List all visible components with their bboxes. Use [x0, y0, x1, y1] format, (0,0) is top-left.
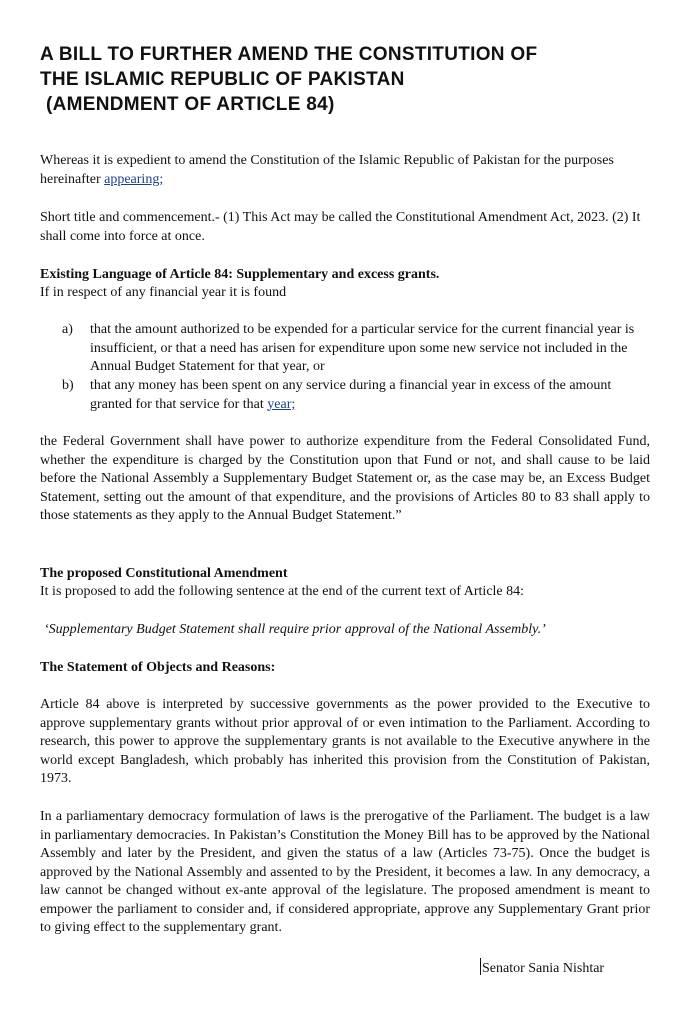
title-line-2: THE ISLAMIC REPUBLIC OF PAKISTAN [40, 69, 405, 90]
list-item-b-text: that any money has been spent on any service during a financial year in excess of the amount granted for that service for that [90, 378, 612, 412]
proposed-amendment-quote: ‘Supplementary Budget Statement shall require prior approval of the National Assembly.’ [44, 622, 546, 637]
proposed-amendment-intro: It is proposed to add the following sentence at the end of the current text of Article 84: [40, 584, 525, 599]
list-item-text [90, 377, 648, 414]
list-marker: a) [62, 322, 73, 337]
proposed-amendment-heading: The proposed Constitutional Amendment [40, 566, 288, 581]
preamble-link[interactable]: appearing; [104, 171, 164, 187]
short-title-paragraph: Short title and commencement.- (1) This Act may be called the Constitutional Amendment Act, 2023. (2) It shall come into force at once. [40, 210, 641, 244]
preamble-paragraph [40, 152, 650, 189]
title-line-3: (AMENDMENT OF ARTICLE 84) [46, 94, 335, 115]
signature-name: Senator Sania Nishtar [482, 961, 605, 976]
text-cursor [480, 958, 481, 975]
objects-reasons-paragraph-1: Article 84 above is interpreted by successive governments as the power provided to the Executive to approve supplementary grants without prior approval of or even intimation to the Parliament. According to research, this power to approve the supplementary grants is not available to the Executive anywhere in the world except Bangladesh, which probably has inherited this provision from the Constitution of Pakistan, 1973. [40, 697, 650, 786]
bill-title [40, 42, 660, 117]
title-line-1: A BILL TO FURTHER AMEND THE CONSTITUTION OF [40, 44, 538, 65]
existing-language-conclusion: the Federal Government shall have power to authorize expenditure from the Federal Consolidated Fund, whether the expenditure is charged by the Constitution upon that Fund or not, and shall cause to be laid before the National Assembly a Supplementary Budget Statement or, as the case may be, an Excess Budget Statement, setting out the amount of that expenditure, and the provisions of Articles 80 to 83 shall apply to those statements as they apply to the Annual Budget Statement.” [40, 434, 650, 523]
objects-reasons-heading: The Statement of Objects and Reasons: [40, 660, 276, 675]
existing-language-intro: If in respect of any financial year it is found [40, 285, 287, 300]
list-item-text: that the amount authorized to be expended for a particular service for the current financial year is insufficient, or that a need has arisen for expenditure upon some new service not included in the Annual Budget Statement for that year, or [90, 322, 635, 374]
list-marker: b) [62, 378, 74, 393]
signature-line [480, 958, 604, 977]
objects-reasons-paragraph-2: In a parliamentary democracy formulation of laws is the prerogative of the Parliament. The budget is a law in parliamentary democracies. In Pakistan’s Constitution the Money Bill has to be approved by the National Assembly and later by the President, and given the status of a law (Articles 73-75). Once the budget is approved by the National Assembly and assented to by the President, it becomes a law. In any democracy, a law cannot be changed without ex-ante approval of the legislature. The proposed amendment is meant to empower the parliament to consider and, if considered appropriate, approve any Supplementary Grant prior to giving effect to the supplementary grant. [40, 809, 650, 935]
existing-language-heading: Existing Language of Article 84: Supplementary and excess grants. [40, 267, 440, 282]
preamble-text: Whereas it is expedient to amend the Constitution of the Islamic Republic of Pakistan for the purposes hereinafter [40, 153, 614, 187]
list-item-b-link[interactable]: year; [267, 396, 296, 412]
